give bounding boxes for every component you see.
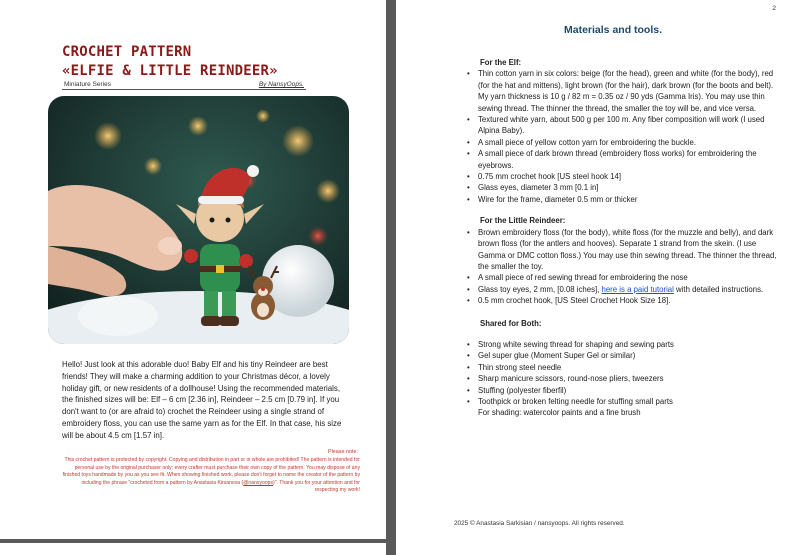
shading-line: For shading: watercolor paints and a fine brush xyxy=(478,408,641,418)
intro-paragraph: Hello! Just look at this adorable duo! Baby Elf and his tiny Reindeer are best friends! They will make a charming addition to your Christmas décor, a lovely holiday gift, or new residents of a dollhouse! Using the recommended materials, the finished sizes will be: Elf – 6 cm [2.36 in], Reindeer – 2.5 cm [0.79 in]. If you don't want to (or are afraid to) crochet the Reindeer using a single strand of embroidery floss, you can use the same yarn as for the Elf. In that case, his size will be about 4.5 cm [1.57 in]. xyxy=(62,360,342,440)
list-item: • Strong white sewing thread for shaping and sewing parts xyxy=(470,339,782,350)
page-footer: 2025 © Anastasia Sarkisian / nansyoops. All rights reserved. xyxy=(454,520,625,527)
list-item: • A small piece of yellow cotton yarn for embroidering the buckle. xyxy=(470,137,782,148)
pattern-title: CROCHET PATTERN xyxy=(62,44,192,60)
glass-eyes-text: Glass toy eyes, 2 mm, [0.08 iches], xyxy=(478,284,602,294)
author-byline: By NansyOops. xyxy=(258,81,304,88)
reindeer-materials xyxy=(470,227,782,307)
glass-eyes-text-end: with detailed instructions. xyxy=(673,284,764,294)
shared-materials xyxy=(470,339,782,407)
series-label: Miniature Series xyxy=(64,81,111,88)
paid-tutorial-link[interactable]: here is a paid tutorial xyxy=(601,284,674,294)
list-item: • Thin cotton yarn in six colors: beige (for the head), green and white (for the body), red (for the hat and mittens), light brown (for the hair), dark brown (for the boots and belt). My yarn thickness is 10 g / 82 m = 0.35 oz / 90 yds (Gamma Iris). You may use thin sewing thread. The thinner the thread, the smaller the toy will be, and vice versa. xyxy=(470,68,782,114)
materials-list xyxy=(470,57,782,419)
please-note-label: Please note: xyxy=(328,449,358,455)
list-item: • Thin strong steel needle xyxy=(470,362,782,373)
copyright-notice xyxy=(60,457,360,495)
list-item: • Brown embroidery floss (for the body), white floss (for the muzzle and belly), and dark brown floss (for the antlers and hooves). Separate 1 strand from the skein. (I use Gamma or DMC cotton floss.) You may use thin sewing thread. The thinner the thread, the smaller the toy. xyxy=(470,227,782,273)
title-divider xyxy=(62,89,306,90)
page-left xyxy=(0,0,386,539)
section-title: Materials and tools. xyxy=(564,24,663,36)
list-item: • Sharp manicure scissors, round-nose pliers, tweezers xyxy=(470,373,782,384)
list-item: • 0.75 mm crochet hook [US steel hook 14] xyxy=(470,171,782,182)
list-item: • Gel super glue (Moment Super Gel or similar) xyxy=(470,350,782,361)
pattern-subtitle: «ELFIE & LITTLE REINDEER» xyxy=(62,63,278,79)
product-photo xyxy=(48,96,349,344)
shared-heading: Shared for Both: xyxy=(480,318,542,328)
list-item: • Stuffing (polyester fiberfil) xyxy=(470,385,782,396)
list-item: • Toothpick or broken felting needle for stuffing small parts xyxy=(470,396,782,407)
page-right xyxy=(396,0,794,555)
copyright-text-end: )". Thank you for your attention and for respecting my work! xyxy=(273,479,360,494)
list-item: • A small piece of dark brown thread (embroidery floss works) for embroidering the eyebrows. xyxy=(470,148,782,171)
list-item: • A small piece of red sewing thread for embroidering the nose xyxy=(470,272,782,283)
copyright-text: This crochet pattern is protected by copyright. Copying and distribution in part or in whole are prohibited! The pattern is intended for personal use by the original purchaser only; every crafter must purchase their own copy of the pattern. You may dispose of any finished toys handmade by you as you see fit. When showing finished work, please don't forget to name the creator of the pattern by including the phrase "crocheted from a pattern by Anastasia Kirsanova ( xyxy=(62,457,360,486)
reindeer-heading: For the Little Reindeer: xyxy=(480,216,566,226)
list-item-glass-eyes xyxy=(470,284,782,295)
elf-heading: For the Elf: xyxy=(480,58,522,67)
list-item: • Textured white yarn, about 500 g per 100 m. Any fiber composition will work (I used Alpina Baby). xyxy=(470,114,782,137)
next-page-edge xyxy=(0,543,386,555)
author-handle-link[interactable]: @nansyoops xyxy=(243,479,274,486)
page-number: 2 xyxy=(772,5,776,12)
list-item: • Wire for the frame, diameter 0.5 mm or thicker xyxy=(470,194,782,205)
list-item: • 0.5 mm crochet hook, [US Steel Crochet Hook Size 18]. xyxy=(470,295,782,306)
list-item: • Glass eyes, diameter 3 mm [0.1 in] xyxy=(470,182,782,193)
elf-materials xyxy=(470,68,782,205)
